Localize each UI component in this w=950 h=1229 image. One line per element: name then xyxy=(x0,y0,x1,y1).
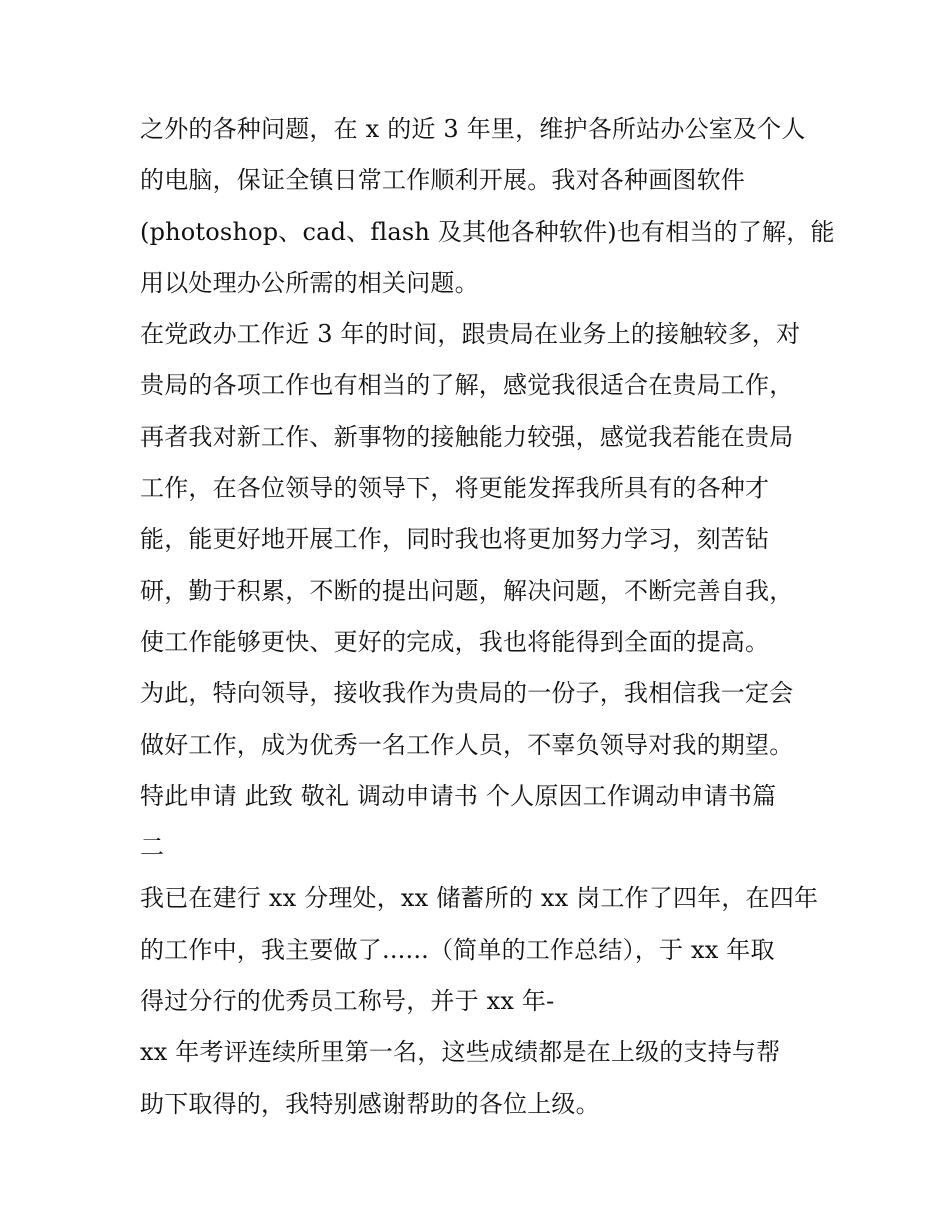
text-line: 工作，在各位领导的领导下，将更能发挥我所具有的各种才 xyxy=(140,474,770,503)
text-line: 的工作中，我主要做了......（简单的工作总结），于 xx 年取 xyxy=(140,935,775,964)
text-line: 贵局的各项工作也有相当的了解，感觉我很适合在贵局工作， xyxy=(140,371,794,400)
text-line: 再者我对新工作、新事物的接触能力较强，感觉我若能在贵局 xyxy=(140,422,794,451)
text-line: 得过分行的优秀员工称号，并于 xx 年- xyxy=(140,987,555,1016)
text-line: 使工作能够更快、更好的完成，我也将能得到全面的提高。 xyxy=(140,627,770,656)
document-body xyxy=(140,104,835,1130)
text-line: 做好工作，成为优秀一名工作人员，不辜负领导对我的期望。 xyxy=(140,730,794,759)
text-line: 我已在建行 xx 分理处，xx 储蓄所的 xx 岗工作了四年，在四年 xyxy=(140,884,819,913)
text-line: xx 年考评连续所里第一名，这些成绩都是在上级的支持与帮 xyxy=(140,1038,781,1067)
text-line: 的电脑，保证全镇日常工作顺利开展。我对各种画图软件 xyxy=(140,166,745,195)
text-line: 二 xyxy=(140,833,165,862)
text-line: 在党政办工作近 3 年的时间，跟贵局在业务上的接触较多，对 xyxy=(140,320,801,349)
text-line: 研，勤于积累，不断的提出问题，解决问题，不断完善自我， xyxy=(140,576,794,605)
text-line: 用以处理办公所需的相关问题。 xyxy=(140,268,479,297)
text-line: 特此申请 此致 敬礼 调动申请书 个人原因工作调动申请书篇 xyxy=(140,781,777,810)
text-line: 之外的各种问题，在 x 的近 3 年里，维护各所站办公室及个人 xyxy=(140,115,806,143)
text-line: 为此，特向领导，接收我作为贵局的一份子，我相信我一定会 xyxy=(140,679,794,708)
text-line: 能，能更好地开展工作，同时我也将更加努力学习，刻苦钻 xyxy=(140,525,770,554)
text-line: (photoshop、cad、flash 及其他各种软件)也有相当的了解，能 xyxy=(140,217,835,246)
text-line: 助下取得的，我特别感谢帮助的各位上级。 xyxy=(140,1089,600,1118)
